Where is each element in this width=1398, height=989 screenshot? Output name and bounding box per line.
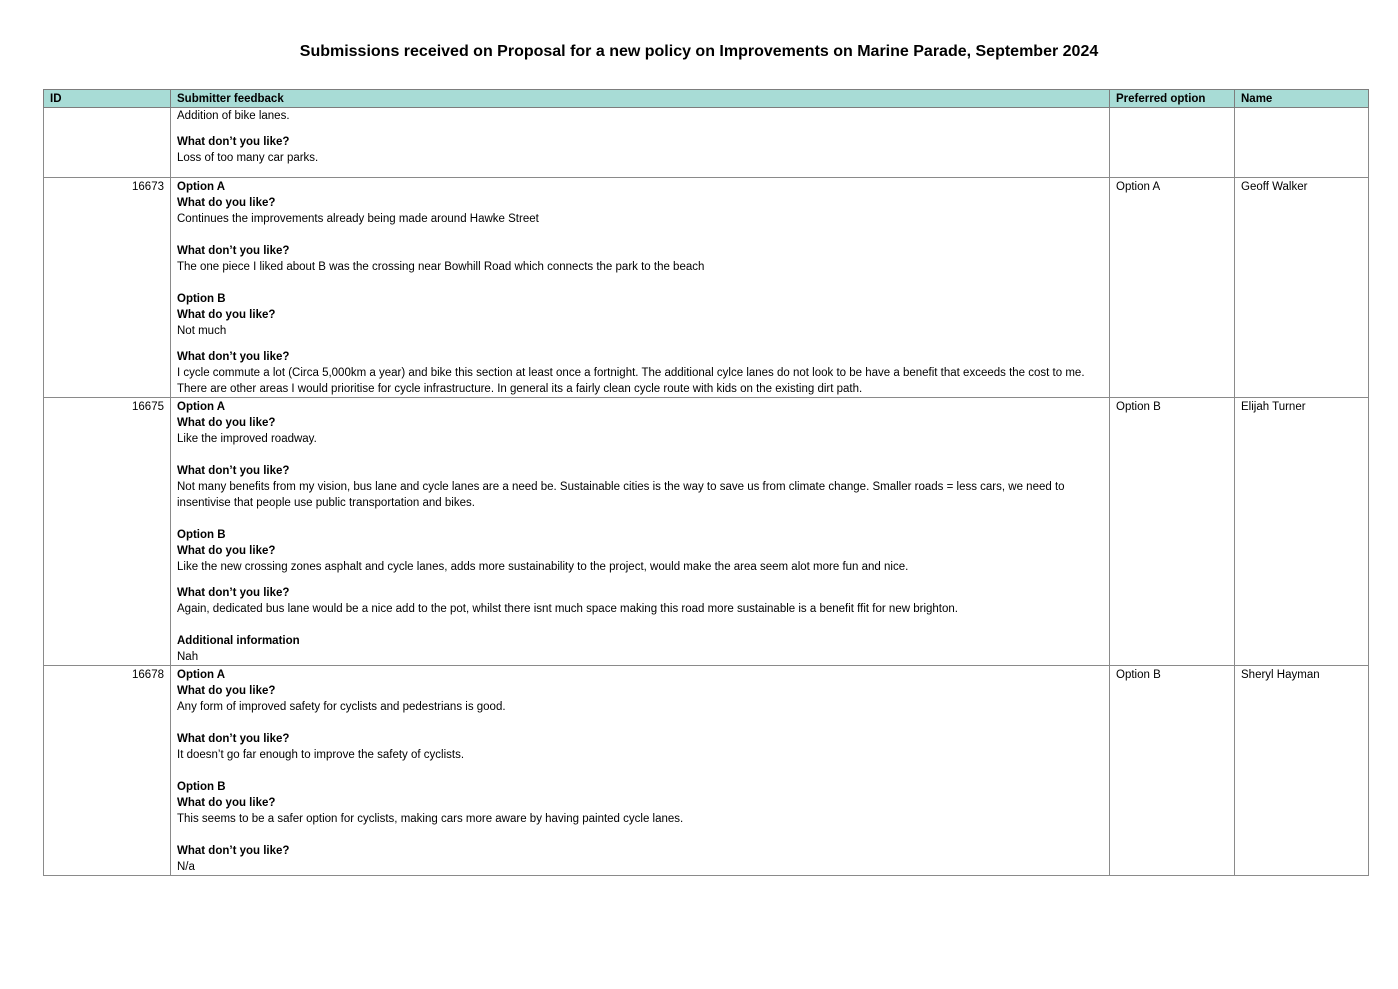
feedback-text: Any form of improved safety for cyclists and pedestrians is good. [177,701,506,713]
feedback-text: Like the improved roadway. [177,433,317,445]
paragraph-spacer [177,575,1103,585]
paragraph-spacer [177,617,1103,633]
column-header-preferred-option: Preferred option [1110,90,1235,108]
feedback-text: Like the new crossing zones asphalt and cycle lanes, adds more sustainability to the project, would make the area seem alot more fun and nice. [177,561,909,573]
feedback-text: The one piece I liked about B was the crossing near Bowhill Road which connects the park to the beach [177,261,705,273]
paragraph-spacer [177,227,1103,243]
submitter-name [1235,108,1369,178]
submission-id: 16673 [44,178,171,398]
column-header-feedback: Submitter feedback [171,90,1110,108]
feedback-heading: What don’t you like? [177,845,290,857]
feedback-heading: What do you like? [177,417,276,429]
feedback-heading: What do you like? [177,197,276,209]
feedback-heading: What do you like? [177,685,276,697]
submitter-name: Elijah Turner [1235,398,1369,666]
feedback-text: Addition of bike lanes. [177,110,290,122]
preferred-option: Option A [1110,178,1235,398]
feedback-heading: What don’t you like? [177,733,290,745]
submitter-feedback [171,108,1110,178]
feedback-text: Not many benefits from my vision, bus lane and cycle lanes are a need be. Sustainable cities is the way to save us from climate change. Smaller roads = less cars, we need to insentivise that people use public transportation and bikes. [177,481,1065,509]
feedback-text: I cycle commute a lot (Circa 5,000km a year) and bike this section at least once a fortnight. The additional cylce lanes do not look to be have a benefit that exceeds the cost to me. There are other areas I would prioritise for cycle infrastructure. In general its a fairly clean cycle route with kids on the existing dirt path. [177,367,1085,395]
paragraph-spacer [177,339,1103,349]
paragraph-spacer [177,715,1103,731]
preferred-option [1110,108,1235,178]
feedback-heading: Additional information [177,635,300,647]
table-body [44,108,1369,876]
feedback-heading: What don’t you like? [177,351,290,363]
feedback-heading: Option B [177,293,226,305]
column-header-name: Name [1235,90,1369,108]
paragraph-spacer [177,447,1103,463]
feedback-heading: Option A [177,181,226,193]
feedback-text: Loss of too many car parks. [177,152,319,164]
feedback-text: N/a [177,861,195,873]
paragraph-spacer [177,763,1103,779]
feedback-heading: What do you like? [177,309,276,321]
table-row [44,178,1369,398]
feedback-heading: Option B [177,781,226,793]
feedback-heading: Option A [177,401,226,413]
feedback-heading: What don’t you like? [177,465,290,477]
table-header-row [44,90,1369,108]
feedback-text: Nah [177,651,199,663]
paragraph-spacer [177,827,1103,843]
paragraph-spacer [177,275,1103,291]
feedback-text: It doesn’t go far enough to improve the safety of cyclists. [177,749,465,761]
preferred-option: Option B [1110,398,1235,666]
submission-id [44,108,171,178]
page-title: Submissions received on Proposal for a new policy on Improvements on Marine Parade, September 2024 [299,43,1099,60]
table-row [44,398,1369,666]
feedback-heading: What do you like? [177,545,276,557]
submitter-name: Geoff Walker [1235,178,1369,398]
feedback-text: Not much [177,325,227,337]
paragraph-spacer [177,124,1103,134]
paragraph-spacer [177,511,1103,527]
feedback-heading: What don’t you like? [177,245,290,257]
table-row [44,666,1369,876]
feedback-heading: What don’t you like? [177,136,290,148]
column-header-id: ID [44,90,171,108]
feedback-text: Again, dedicated bus lane would be a nice add to the pot, whilst there isnt much space making this road more sustainable is a benefit ffit for new brighton. [177,603,958,615]
submissions-table [43,89,1369,876]
preferred-option: Option B [1110,666,1235,876]
submitter-name: Sheryl Hayman [1235,666,1369,876]
feedback-heading: Option A [177,669,226,681]
submission-id: 16675 [44,398,171,666]
submission-id: 16678 [44,666,171,876]
table-row [44,108,1369,178]
feedback-heading: What do you like? [177,797,276,809]
submitter-feedback [171,178,1110,398]
submitter-feedback [171,398,1110,666]
feedback-heading: What don’t you like? [177,587,290,599]
feedback-heading: Option B [177,529,226,541]
submitter-feedback [171,666,1110,876]
feedback-text: This seems to be a safer option for cyclists, making cars more aware by having painted cycle lanes. [177,813,684,825]
feedback-text: Continues the improvements already being made around Hawke Street [177,213,539,225]
